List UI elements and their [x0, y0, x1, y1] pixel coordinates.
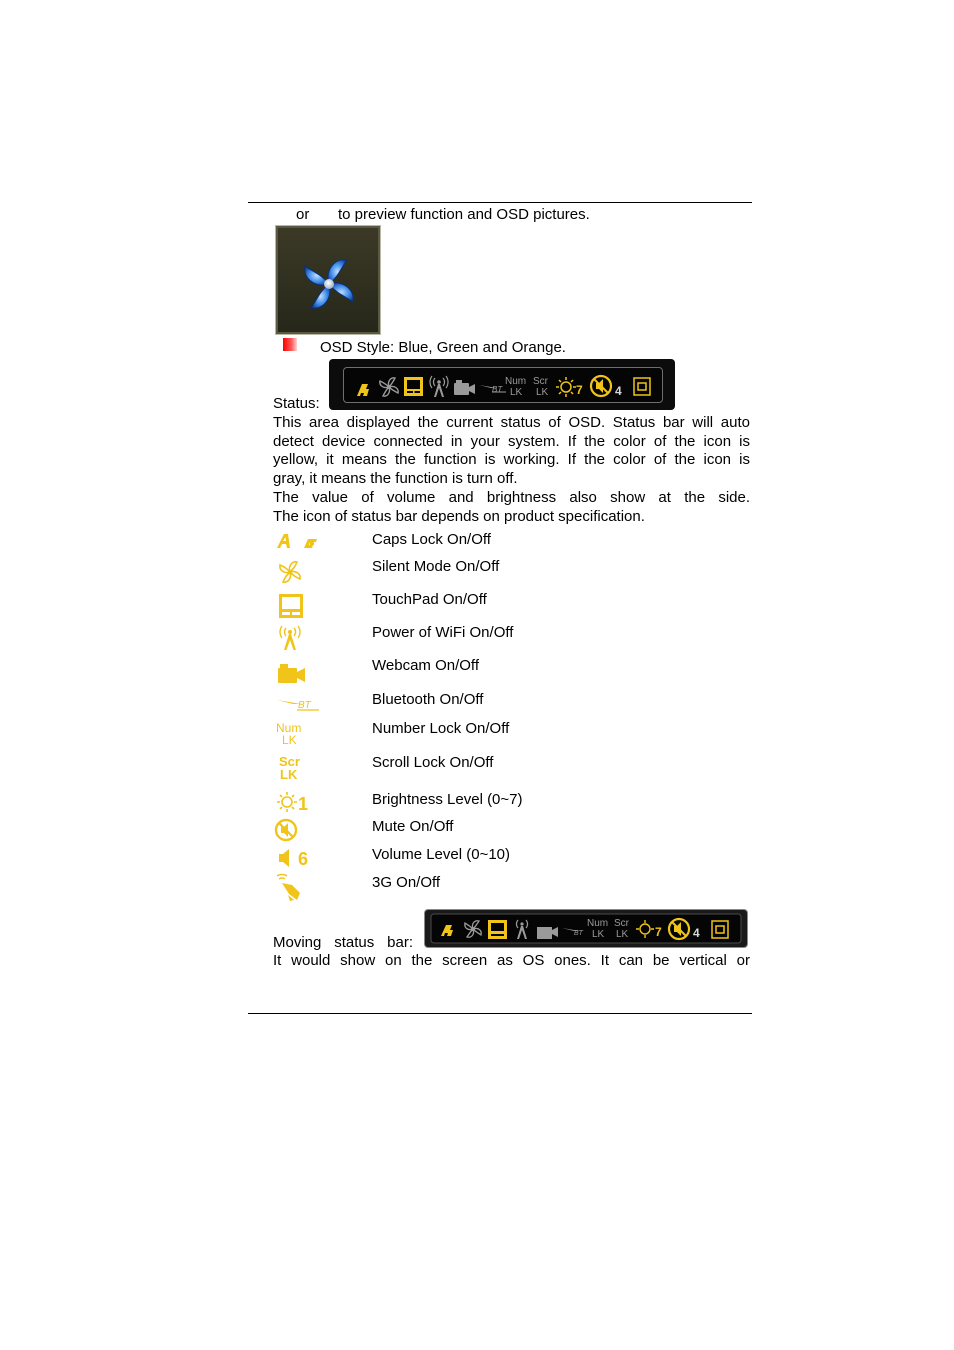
volume-icon — [273, 845, 333, 875]
mute-icon — [273, 817, 333, 847]
legend-row — [273, 530, 753, 558]
legend-row — [273, 690, 753, 718]
legend-label: Silent Mode On/Off — [372, 558, 500, 575]
legend-row — [273, 656, 753, 684]
red-bullet-icon — [283, 338, 297, 351]
volume-value: 4 — [615, 384, 622, 398]
description-line: yellow, it means the function is working. If the color of the icon is — [273, 451, 750, 469]
bluetooth-icon — [273, 690, 333, 720]
svg-text:LK: LK — [616, 929, 629, 940]
webcam-icon — [273, 656, 333, 686]
svg-text:LK: LK — [510, 387, 523, 398]
caps-lock-icon — [357, 384, 369, 396]
svg-text:6: 6 — [298, 849, 309, 869]
legend-row — [273, 873, 753, 901]
bottom-rule — [248, 1013, 752, 1014]
description-line: detect device connected in your system. If the color of the icon is — [273, 432, 750, 450]
wifi-antenna-icon — [273, 623, 333, 653]
legend-row — [273, 623, 753, 651]
scroll-lock-icon — [273, 753, 333, 783]
preview-instruction-text: to preview function and OSD pictures. — [338, 206, 590, 223]
preview-or-text: or — [296, 206, 310, 223]
svg-text:Num: Num — [587, 918, 609, 929]
legend-row — [273, 590, 753, 618]
svg-text:LK: LK — [280, 767, 298, 782]
closing-line: It would show on the screen as OS ones. It can be vertical or — [273, 952, 750, 969]
touchpad-icon — [488, 920, 507, 939]
legend-row — [273, 557, 753, 585]
legend-label: Bluetooth On/Off — [372, 691, 484, 708]
svg-text:Scr: Scr — [279, 754, 300, 769]
legend-row — [273, 790, 753, 818]
status-description — [273, 414, 750, 527]
description-line: The value of volume and brightness also show at the side. — [273, 489, 750, 507]
num-lock-icon — [273, 719, 333, 749]
legend-label: Brightness Level (0~7) — [372, 791, 523, 808]
moving-status-bar — [424, 909, 748, 948]
description-line: This area displayed the current status of OSD. Status bar will auto — [273, 414, 750, 431]
legend-label: Scroll Lock On/Off — [372, 754, 494, 771]
bluetooth-icon — [479, 385, 506, 394]
svg-text:BT: BT — [574, 930, 583, 937]
svg-text:Num: Num — [505, 376, 527, 387]
legend-label: Power of WiFi On/Off — [372, 624, 514, 641]
status-label: Status: — [273, 395, 320, 412]
webcam-icon — [454, 380, 475, 395]
svg-text:Scr: Scr — [533, 376, 548, 387]
legend-label: TouchPad On/Off — [372, 591, 487, 608]
brightness-value: 7 — [576, 383, 583, 397]
svg-text:LK: LK — [592, 929, 605, 940]
brightness-icon — [273, 790, 333, 820]
moving-status-label: Moving status bar: — [273, 934, 413, 951]
wifi-antenna-icon — [430, 376, 448, 397]
brightness-value: 7 — [655, 925, 662, 939]
status-bar-icons — [329, 359, 675, 410]
legend-row — [273, 845, 753, 873]
mute-icon — [591, 376, 611, 396]
legend-label: Volume Level (0~10) — [372, 846, 511, 863]
description-line: The icon of status bar depends on product specification. — [273, 507, 645, 525]
status-bar — [329, 359, 675, 410]
fan-icon — [380, 378, 398, 396]
svg-text:LK: LK — [536, 387, 549, 398]
svg-text:1: 1 — [298, 794, 309, 814]
osd-style-text: OSD Style: Blue, Green and Orange. — [320, 339, 566, 356]
touchpad-icon — [273, 590, 333, 620]
caps-lock-icon — [273, 530, 333, 560]
svg-text:LK: LK — [282, 733, 297, 747]
fan-icon — [273, 557, 333, 587]
svg-text:BT: BT — [298, 700, 311, 711]
volume-value: 4 — [693, 926, 700, 940]
top-rule — [248, 202, 752, 203]
fan-preview-icon — [276, 226, 380, 334]
moving-status-bar-icons — [425, 910, 747, 947]
legend-label: Caps Lock On/Off — [372, 531, 491, 548]
touchpad-icon — [404, 377, 423, 396]
3g-icon — [273, 873, 333, 903]
brightness-icon — [556, 377, 576, 397]
num-lock-icon — [505, 376, 526, 398]
scroll-lock-icon — [614, 918, 630, 940]
svg-text:BT: BT — [492, 385, 503, 394]
legend-label: 3G On/Off — [372, 874, 441, 891]
scroll-lock-icon — [533, 376, 549, 398]
legend-label: Webcam On/Off — [372, 657, 479, 674]
legend-row — [273, 719, 753, 747]
legend-row — [273, 753, 753, 781]
osd-preview-picture — [275, 225, 381, 335]
legend-row — [273, 817, 753, 845]
svg-text:Num: Num — [276, 721, 302, 735]
legend-label: Mute On/Off — [372, 818, 454, 835]
description-line: gray, it means the function is turn off. — [273, 469, 518, 487]
3g-icon — [634, 378, 650, 395]
svg-text:Scr: Scr — [614, 918, 629, 929]
legend-label: Number Lock On/Off — [372, 720, 510, 737]
